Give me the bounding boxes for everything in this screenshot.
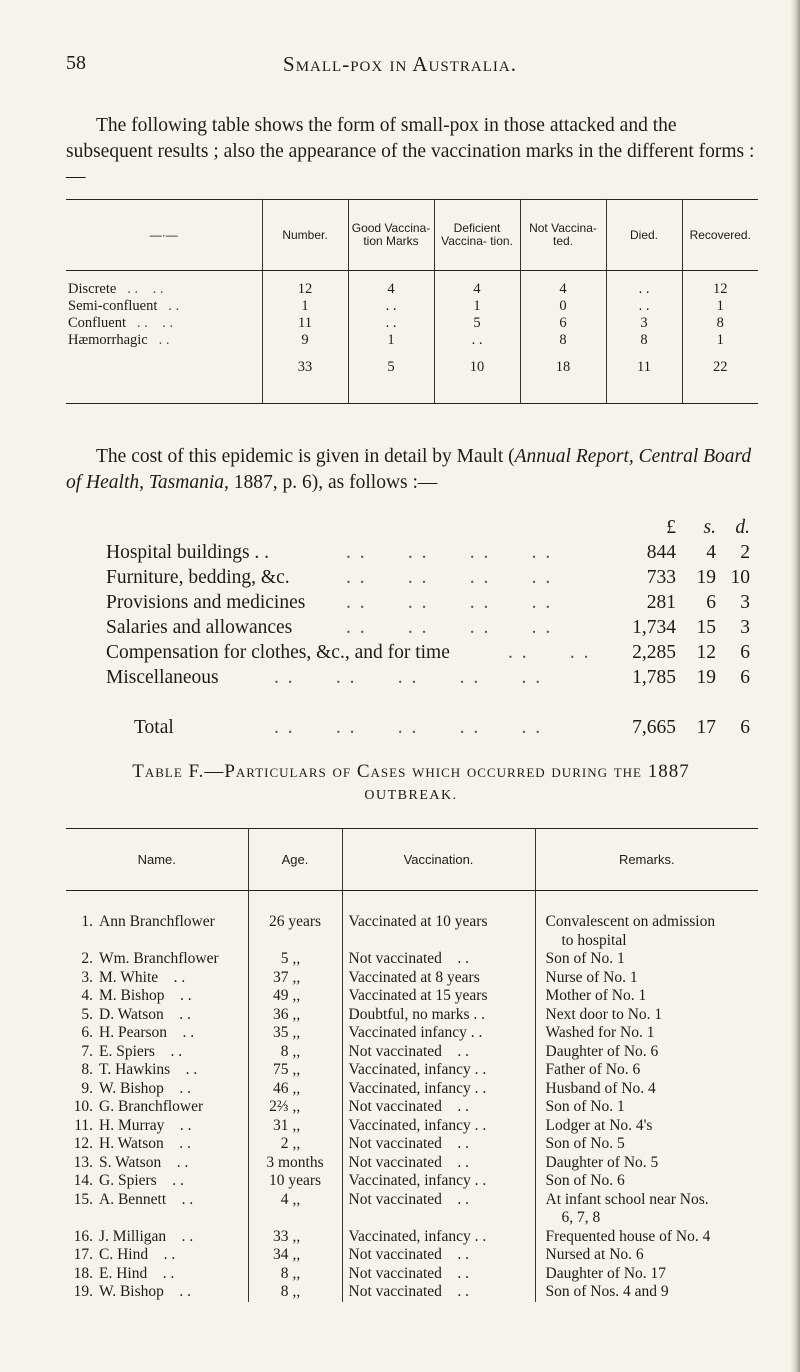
header-number: Number.: [262, 200, 348, 271]
page-edge-shadow: [790, 0, 800, 1372]
table-f-header: [66, 829, 758, 891]
header-name: Name.: [66, 829, 248, 891]
header-vaccination: Vaccination.: [342, 829, 535, 891]
table-f-subtitle: OUTBREAK.: [364, 788, 458, 803]
table-row: 14. G. Spiers . . 10 years Vaccinated, infancy . . Son of No. 6: [66, 1172, 758, 1191]
page-number: 58: [66, 52, 86, 74]
header-remarks: Remarks.: [535, 829, 758, 891]
table-row: 8. T. Hawkins . . 75 ,, Vaccinated, infancy . . Father of No. 6: [66, 1061, 758, 1080]
cost-item: Furniture, bedding, &c. . . . . . . . . 733 19 10: [106, 567, 750, 588]
table-row: 5. D. Watson . . 36 ,, Doubtful, no marks . . Next door to No. 1: [66, 1006, 758, 1025]
table-row: Discrete . . . . 12 4 4 4 . . 12: [66, 281, 758, 298]
table-row: 15. A. Bennett . . 4 ,, Not vaccinated . . At infant school near Nos. 6, 7, 8: [66, 1191, 758, 1228]
table-row: Confluent . . . . 11 . . 5 6 3 8: [66, 315, 758, 332]
header-good-marks: Good Vaccina- tion Marks: [348, 200, 434, 271]
table-row: 3. M. White . . 37 ,, Vaccinated at 8 years Nurse of No. 1: [66, 969, 758, 988]
cost-item: Compensation for clothes, &c., and for time . . . . 2,285 12 6: [106, 642, 750, 663]
table-f-title: Table F.—Particulars of Cases which occurred during the 1887: [132, 761, 690, 782]
running-head: [0, 52, 800, 82]
table-row: 4. M. Bishop . . 49 ,, Vaccinated at 15 years Mother of No. 1: [66, 987, 758, 1006]
table-row: 16. J. Milligan . . 33 ,, Vaccinated, infancy . . Frequented house of No. 4: [66, 1228, 758, 1247]
header-deficient: Deficient Vaccina- tion.: [434, 200, 520, 271]
header-label: —·—: [66, 200, 262, 271]
smallpox-form-table: [66, 199, 758, 404]
running-title: Small-pox in Australia.: [283, 52, 517, 76]
header-died: Died.: [606, 200, 682, 271]
table-row: 11. H. Murray . . 31 ,, Vaccinated, infancy . . Lodger at No. 4's: [66, 1117, 758, 1136]
header-recovered: Recovered.: [682, 200, 758, 271]
cost-header: £ s. d.: [666, 517, 750, 538]
table-row: 6. H. Pearson . . 35 ,, Vaccinated infancy . . Washed for No. 1: [66, 1024, 758, 1043]
table-row: 7. E. Spiers . . 8 ,, Not vaccinated . . Daughter of No. 6: [66, 1043, 758, 1062]
cost-paragraph: The cost of this epidemic is given in detail by Mault (Annual Report, Central Board of Health, Tasmania, 1887, p. 6), as follows :—: [66, 446, 752, 493]
cost-item: Hospital buildings . . . . . . . . . . 844 4 2: [106, 542, 750, 563]
cost-total: Total . . . . . . . . . . 7,665 17 6: [134, 717, 750, 738]
header-age: Age.: [248, 829, 342, 891]
totals-row: 33 5 10 18 11 22: [66, 349, 758, 404]
table-row: Hæmorrhagic . . 9 1 . . 8 8 1: [66, 332, 758, 349]
table-row: Semi-confluent . . 1 . . 1 0 . . 1: [66, 298, 758, 315]
table-row: 10. G. Branchflower 2⅔ ,, Not vaccinated . . Son of No. 1: [66, 1098, 758, 1117]
table-row: 9. W. Bishop . . 46 ,, Vaccinated, infancy . . Husband of No. 4: [66, 1080, 758, 1099]
table-row: 12. H. Watson . . 2 ,, Not vaccinated . . Son of No. 5: [66, 1135, 758, 1154]
table-f: [66, 828, 758, 1302]
table-row: 1. Ann Branchflower 26 years Vaccinated at 10 years Convalescent on admission to hospital: [66, 891, 758, 951]
header-not-vaccinated: Not Vaccina- ted.: [520, 200, 606, 271]
table-row: 19. W. Bishop . . 8 ,, Not vaccinated . . Son of Nos. 4 and 9: [66, 1283, 758, 1302]
cost-list: [106, 517, 762, 742]
table-row: 17. C. Hind . . 34 ,, Not vaccinated . . Nursed at No. 6: [66, 1246, 758, 1265]
cost-item: Provisions and medicines . . . . . . . . 281 6 3: [106, 592, 750, 613]
table-row: 18. E. Hind . . 8 ,, Not vaccinated . . Daughter of No. 17: [66, 1265, 758, 1284]
cost-item: Miscellaneous . . . . . . . . . . 1,785 19 6: [106, 667, 750, 688]
cost-item: Salaries and allowances . . . . . . . . 1,734 15 3: [106, 617, 750, 638]
table-row: 2. Wm. Branchflower 5 ,, Not vaccinated . . Son of No. 1: [66, 950, 758, 969]
table-row: 13. S. Watson . . 3 months Not vaccinated . . Daughter of No. 5: [66, 1154, 758, 1173]
form-table-header: [66, 200, 758, 271]
intro-paragraph: The following table shows the form of small-pox in those attacked and the subsequent results ; also the appearance of the vaccination marks in the different forms :—: [66, 115, 755, 187]
